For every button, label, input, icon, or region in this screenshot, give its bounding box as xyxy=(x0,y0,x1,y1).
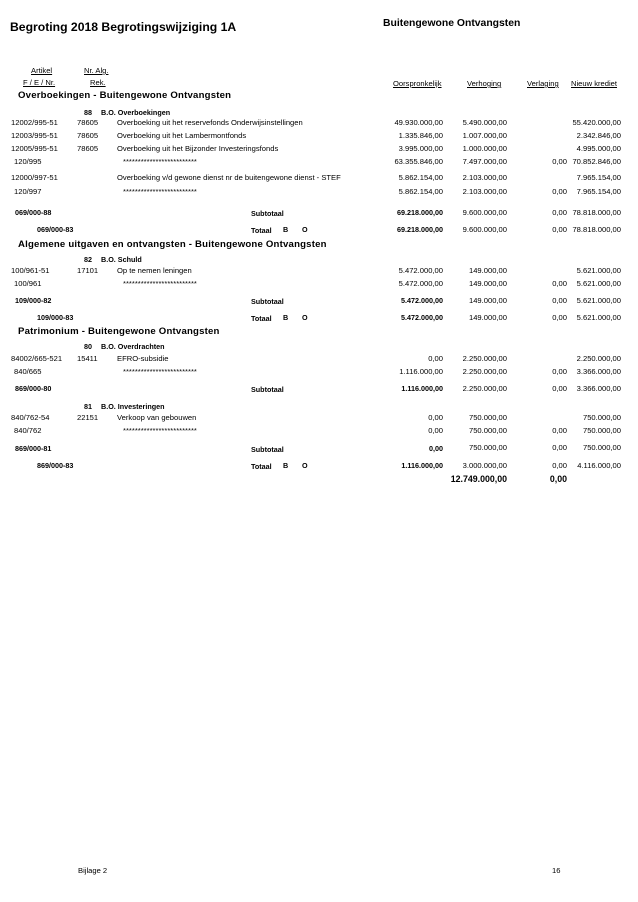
row-desc: ************************* xyxy=(123,426,197,435)
row-rek: 78605 xyxy=(77,118,99,127)
subtotal-label: Subtotaal xyxy=(251,297,284,306)
row-artikel: 12005/995-51 xyxy=(11,144,58,153)
subtotal-label: Subtotaal xyxy=(251,445,284,454)
total-code: 069/000-83 xyxy=(37,225,74,234)
col-fe-nr: F / E / Nr. xyxy=(23,78,56,87)
row-verlaging: 0,00 xyxy=(552,426,567,435)
subtotal-nieuw-krediet: 3.366.000,00 xyxy=(576,384,621,393)
row-artikel: 12002/995-51 xyxy=(11,118,58,127)
group-code: 80 xyxy=(84,342,92,351)
row-verhoging: 1.007.000,00 xyxy=(462,131,507,140)
row-nieuw-krediet: 5.621.000,00 xyxy=(576,279,621,288)
row-verhoging: 750.000,00 xyxy=(468,413,507,422)
row-nieuw-krediet: 2.250.000,00 xyxy=(576,354,621,363)
subtotal-code: 869/000-81 xyxy=(15,444,52,453)
row-desc: ************************* xyxy=(123,157,197,166)
total-verlaging: 0,00 xyxy=(552,225,567,234)
row-verhoging: 2.103.000,00 xyxy=(462,173,507,182)
page-title: Begroting 2018 Begrotingswijziging 1A xyxy=(10,20,237,34)
row-oorspronkelijk: 0,00 xyxy=(428,413,443,422)
total-b: B xyxy=(283,225,289,234)
row-artikel: 840/665 xyxy=(14,367,42,376)
col-artikel: Artikel xyxy=(31,66,53,75)
subtotal-verhoging: 9.600.000,00 xyxy=(462,208,507,217)
row-desc: Verkoop van gebouwen xyxy=(117,413,197,422)
row-nieuw-krediet: 750.000,00 xyxy=(582,426,621,435)
row-verhoging: 750.000,00 xyxy=(468,426,507,435)
row-nieuw-krediet: 3.366.000,00 xyxy=(576,367,621,376)
row-verhoging: 2.250.000,00 xyxy=(462,354,507,363)
row-oorspronkelijk: 1.116.000,00 xyxy=(399,367,443,376)
row-verhoging: 2.103.000,00 xyxy=(462,187,507,196)
row-nieuw-krediet: 7.965.154,00 xyxy=(576,187,621,196)
row-nieuw-krediet: 750.000,00 xyxy=(582,413,621,422)
row-verhoging: 7.497.000,00 xyxy=(462,157,507,166)
col-verlaging: Verlaging xyxy=(527,79,559,88)
section-title: Overboekingen - Buitengewone Ontvangsten xyxy=(18,90,232,101)
row-nieuw-krediet: 7.965.154,00 xyxy=(576,173,621,182)
total-verhoging: 9.600.000,00 xyxy=(462,225,507,234)
group-code: 82 xyxy=(84,255,92,264)
section-title: Algemene uitgaven en ontvangsten - Buitengewone Ontvangsten xyxy=(18,239,327,250)
total-label: Totaal xyxy=(251,314,272,323)
subtotal-label: Subtotaal xyxy=(251,385,284,394)
total-verlaging: 0,00 xyxy=(552,313,567,322)
row-desc: Overboeking uit het Lambermontfonds xyxy=(117,131,247,140)
subtotal-verlaging: 0,00 xyxy=(552,443,567,452)
total-o: O xyxy=(302,313,308,322)
total-code: 869/000-83 xyxy=(37,461,74,470)
total-b: B xyxy=(283,313,289,322)
col-nr-alg: Nr. Alg. xyxy=(84,66,109,75)
group-code: 88 xyxy=(84,108,92,117)
subtotal-oorspronkelijk: 5.472.000,00 xyxy=(401,296,443,305)
row-desc: Op te nemen leningen xyxy=(117,266,192,275)
row-rek: 15411 xyxy=(77,354,98,363)
subtotal-nieuw-krediet: 78.818.000,00 xyxy=(572,208,621,217)
footer-bijlage: Bijlage 2 xyxy=(78,866,108,875)
row-oorspronkelijk: 1.335.846,00 xyxy=(398,131,443,140)
group-name: B.O. Overdrachten xyxy=(101,342,165,351)
row-rek: 78605 xyxy=(77,144,99,153)
row-desc: ************************* xyxy=(123,279,197,288)
subtotal-oorspronkelijk: 0,00 xyxy=(429,444,443,453)
total-nieuw-krediet: 4.116.000,00 xyxy=(577,461,621,470)
row-verhoging: 2.250.000,00 xyxy=(462,367,507,376)
total-label: Totaal xyxy=(251,462,272,471)
col-oorspronkelijk: Oorspronkelijk xyxy=(393,79,442,88)
total-verhoging: 149.000,00 xyxy=(468,313,507,322)
total-nieuw-krediet: 78.818.000,00 xyxy=(572,225,621,234)
grand-total-verlaging: 0,00 xyxy=(549,474,567,484)
row-desc: Overboeking uit het Bijzonder Investeringsfonds xyxy=(117,144,279,153)
row-nieuw-krediet: 4.995.000,00 xyxy=(576,144,621,153)
row-artikel: 84002/665-521 xyxy=(11,354,63,363)
row-desc: EFRO-subsidie xyxy=(117,354,169,363)
total-verhoging: 3.000.000,00 xyxy=(462,461,507,470)
row-rek: 78605 xyxy=(77,131,99,140)
row-oorspronkelijk: 0,00 xyxy=(428,426,443,435)
row-verhoging: 149.000,00 xyxy=(468,266,507,275)
subtotal-verlaging: 0,00 xyxy=(552,296,567,305)
subtotal-code: 069/000-88 xyxy=(15,208,52,217)
group-code: 81 xyxy=(84,402,92,411)
row-oorspronkelijk: 3.995.000,00 xyxy=(398,144,443,153)
col-rek: Rek. xyxy=(90,78,106,87)
total-oorspronkelijk: 5.472.000,00 xyxy=(401,313,443,322)
row-verhoging: 5.490.000,00 xyxy=(462,118,507,127)
row-artikel: 840/762-54 xyxy=(11,413,50,422)
row-oorspronkelijk: 5.862.154,00 xyxy=(398,187,443,196)
row-rek: 17101 xyxy=(77,266,99,275)
row-nieuw-krediet: 55.420.000,00 xyxy=(572,118,621,127)
subtotal-label: Subtotaal xyxy=(251,209,284,218)
row-desc: Overboeking uit het reservefonds Onderwijsinstellingen xyxy=(117,118,303,127)
row-desc: ************************* xyxy=(123,367,197,376)
row-oorspronkelijk: 5.862.154,00 xyxy=(398,173,443,182)
row-verlaging: 0,00 xyxy=(552,279,567,288)
subtotal-nieuw-krediet: 5.621.000,00 xyxy=(576,296,621,305)
row-artikel: 120/995 xyxy=(14,157,42,166)
row-artikel: 12003/995-51 xyxy=(11,131,58,140)
row-nieuw-krediet: 5.621.000,00 xyxy=(576,266,621,275)
subtotal-code: 869/000-80 xyxy=(15,384,52,393)
row-oorspronkelijk: 5.472.000,00 xyxy=(398,279,443,288)
row-verlaging: 0,00 xyxy=(552,367,567,376)
row-nieuw-krediet: 2.342.846,00 xyxy=(576,131,621,140)
row-verhoging: 149.000,00 xyxy=(468,279,507,288)
row-artikel: 120/997 xyxy=(14,187,42,196)
group-name: B.O. Overboekingen xyxy=(101,108,171,117)
row-oorspronkelijk: 5.472.000,00 xyxy=(398,266,443,275)
total-oorspronkelijk: 1.116.000,00 xyxy=(401,461,443,470)
subtotal-verhoging: 750.000,00 xyxy=(468,443,507,452)
total-nieuw-krediet: 5.621.000,00 xyxy=(576,313,621,322)
section-title: Patrimonium - Buitengewone Ontvangsten xyxy=(18,326,220,337)
row-verlaging: 0,00 xyxy=(552,187,567,196)
subtotal-verlaging: 0,00 xyxy=(552,208,567,217)
row-nieuw-krediet: 70.852.846,00 xyxy=(572,157,621,166)
grand-total-verhoging: 12.749.000,00 xyxy=(450,474,507,484)
total-oorspronkelijk: 69.218.000,00 xyxy=(397,225,443,234)
subtotal-oorspronkelijk: 69.218.000,00 xyxy=(397,208,443,217)
total-o: O xyxy=(302,225,308,234)
row-rek: 22151 xyxy=(77,413,99,422)
group-name: B.O. Schuld xyxy=(101,255,142,264)
col-verhoging: Verhoging xyxy=(467,79,502,88)
subtotal-code: 109/000-82 xyxy=(15,296,52,305)
total-label: Totaal xyxy=(251,226,272,235)
row-artikel: 100/961-51 xyxy=(11,266,50,275)
page-number: 16 xyxy=(552,866,561,875)
subtotal-verhoging: 2.250.000,00 xyxy=(462,384,507,393)
row-oorspronkelijk: 0,00 xyxy=(428,354,443,363)
row-artikel: 840/762 xyxy=(14,426,42,435)
subtotal-verhoging: 149.000,00 xyxy=(468,296,507,305)
row-oorspronkelijk: 63.355.846,00 xyxy=(394,157,443,166)
row-oorspronkelijk: 49.930.000,00 xyxy=(394,118,443,127)
total-verlaging: 0,00 xyxy=(552,461,567,470)
group-name: B.O. Investeringen xyxy=(101,402,165,411)
col-nieuw-krediet: Nieuw krediet xyxy=(571,79,618,88)
page-subtitle: Buitengewone Ontvangsten xyxy=(383,18,521,29)
row-artikel: 100/961 xyxy=(14,279,42,288)
row-artikel: 12000/997-51 xyxy=(11,173,58,182)
subtotal-oorspronkelijk: 1.116.000,00 xyxy=(401,384,443,393)
total-b: B xyxy=(283,461,289,470)
subtotal-nieuw-krediet: 750.000,00 xyxy=(582,443,621,452)
row-desc: ************************* xyxy=(123,187,197,196)
total-o: O xyxy=(302,461,308,470)
row-desc: Overboeking v/d gewone dienst nr de buitengewone dienst - STEF xyxy=(117,173,341,182)
total-code: 109/000-83 xyxy=(37,313,74,322)
row-verlaging: 0,00 xyxy=(552,157,567,166)
row-verhoging: 1.000.000,00 xyxy=(462,144,507,153)
subtotal-verlaging: 0,00 xyxy=(552,384,567,393)
